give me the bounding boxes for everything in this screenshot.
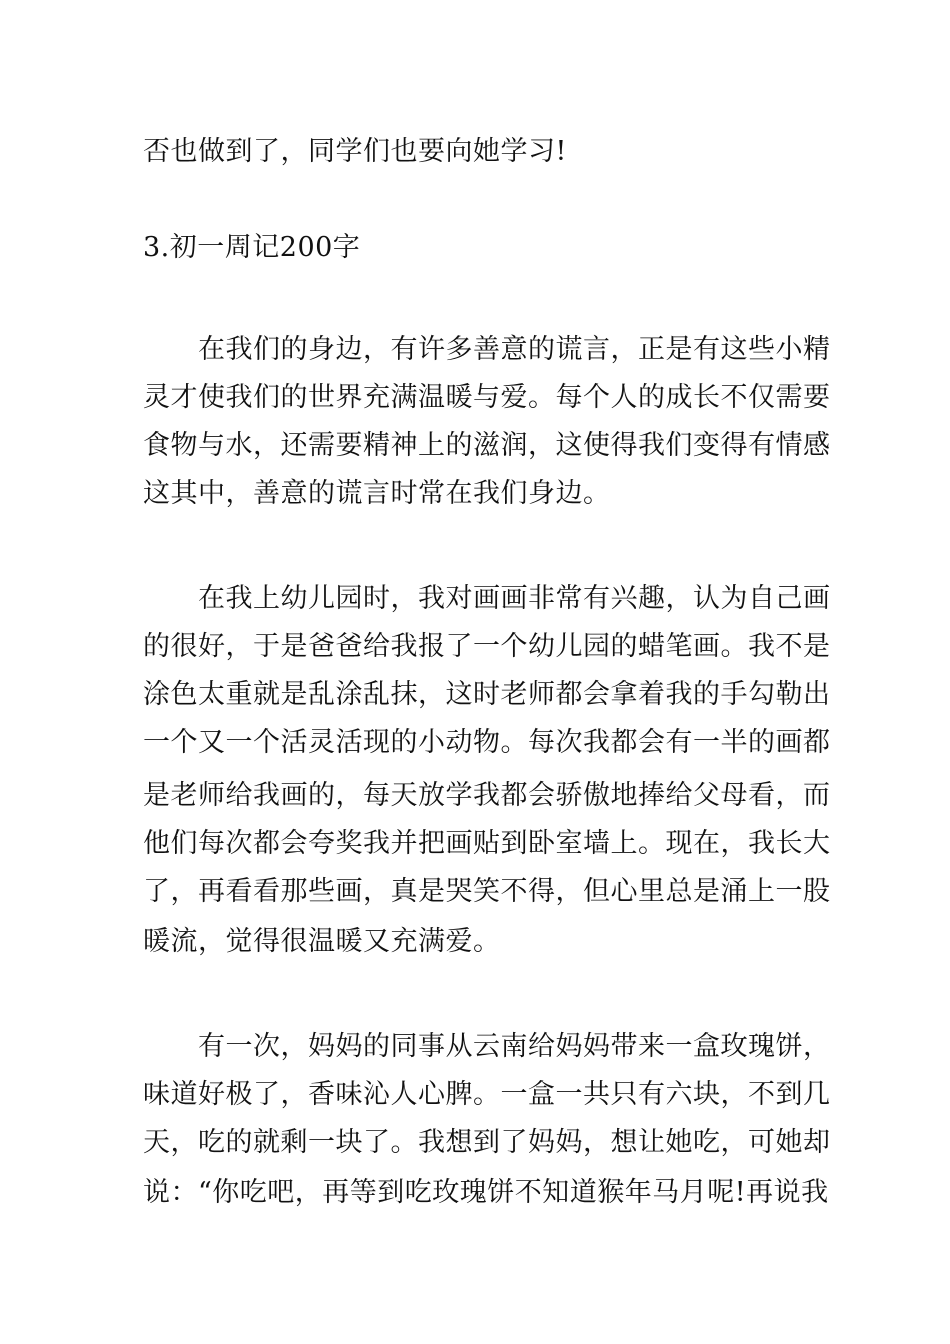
paragraph-line: 这其中，善意的谎言时常在我们身边。 xyxy=(143,478,611,509)
paragraph-line: 在我上幼儿园时，我对画画非常有兴趣，认为自己画 xyxy=(198,583,831,614)
paragraph-line: 有一次，妈妈的同事从云南给妈妈带来一盒玫瑰饼， xyxy=(198,1031,831,1062)
intro-line: 否也做到了，同学们也要向她学习! xyxy=(143,136,567,167)
paragraph-line: 了，再看看那些画，真是哭笑不得，但心里总是涌上一股 xyxy=(143,876,831,907)
paragraph-line: 在我们的身边，有许多善意的谎言，正是有这些小精 xyxy=(198,334,831,365)
paragraph-line: 是老师给我画的，每天放学我都会骄傲地捧给父母看，而 xyxy=(143,780,831,811)
paragraph-line: 的很好，于是爸爸给我报了一个幼儿园的蜡笔画。我不是 xyxy=(143,631,831,662)
paragraph-line: 涂色太重就是乱涂乱抹，这时老师都会拿着我的手勾勒出 xyxy=(143,679,831,710)
paragraph-line: 灵才使我们的世界充满温暖与爱。每个人的成长不仅需要 xyxy=(143,382,831,413)
section-heading: 3.初一周记200字 xyxy=(143,232,361,263)
paragraph-line: 暖流，觉得很温暖又充满爱。 xyxy=(143,926,501,957)
paragraph-line: 他们每次都会夸奖我并把画贴到卧室墙上。现在，我长大 xyxy=(143,828,831,859)
paragraph-line: 天，吃的就剩一块了。我想到了妈妈，想让她吃，可她却 xyxy=(143,1127,831,1158)
paragraph-line: 味道好极了，香味沁人心脾。一盒一共只有六块，不到几 xyxy=(143,1079,831,1110)
paragraph-line: 一个又一个活灵活现的小动物。每次我都会有一半的画都 xyxy=(143,727,831,758)
paragraph-line: 说：“你吃吧，再等到吃玫瑰饼不知道猴年马月呢!再说我 xyxy=(143,1177,829,1208)
paragraph-line: 食物与水，还需要精神上的滋润，这使得我们变得有情感 xyxy=(143,430,831,461)
